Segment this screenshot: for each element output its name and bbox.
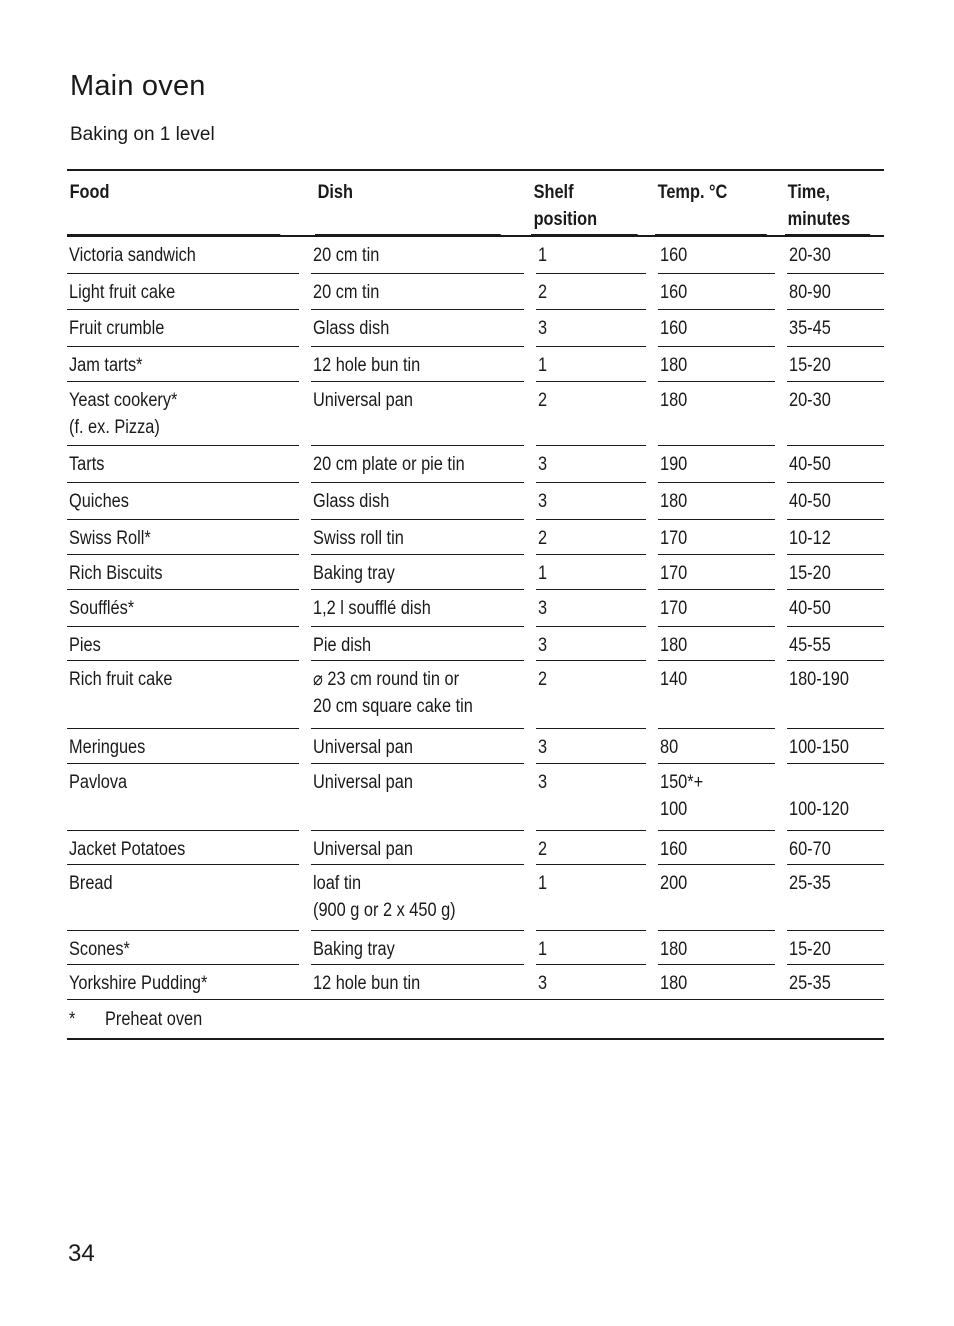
cell-time bbox=[787, 729, 884, 764]
cell-temp bbox=[658, 446, 774, 483]
cell-text: 160 bbox=[660, 282, 688, 303]
cell-dish bbox=[311, 347, 524, 382]
table-row bbox=[67, 590, 884, 627]
cell-dish bbox=[311, 520, 524, 555]
cell-food bbox=[67, 729, 299, 764]
cell-text: 1 bbox=[538, 355, 548, 376]
table-row bbox=[67, 627, 884, 661]
cell-text: 180 bbox=[660, 939, 688, 960]
cell-text: Rich fruit cake bbox=[69, 669, 173, 690]
table-row bbox=[67, 347, 884, 382]
cell-text: Quiches bbox=[69, 491, 129, 512]
cell-temp bbox=[658, 483, 774, 520]
cell-food bbox=[67, 661, 299, 729]
cell-dish bbox=[311, 764, 524, 831]
cell-text: 180-190 bbox=[788, 669, 849, 690]
cell-text: 2 bbox=[538, 669, 548, 690]
cell-text: 35-45 bbox=[788, 318, 831, 339]
baking-table bbox=[67, 169, 884, 1040]
cell-text: Glass dish bbox=[313, 318, 390, 339]
cell-text: 15-20 bbox=[788, 563, 831, 584]
cell-food bbox=[67, 764, 299, 831]
cell-time bbox=[787, 931, 884, 965]
cell-temp bbox=[658, 931, 774, 965]
cell-text: Jacket Potatoes bbox=[69, 839, 186, 860]
cell-time bbox=[787, 274, 884, 310]
cell-text: 20-30 bbox=[788, 245, 831, 266]
cell-shelf bbox=[536, 483, 646, 520]
cell-dish bbox=[311, 931, 524, 965]
cell-temp bbox=[658, 237, 774, 274]
cell-text: 45-55 bbox=[788, 635, 831, 656]
cell-text: 170 bbox=[660, 528, 688, 549]
cell-text: 15-20 bbox=[788, 939, 831, 960]
table-header bbox=[67, 171, 884, 237]
cell-text: 2 bbox=[538, 390, 548, 411]
cell-temp bbox=[658, 831, 774, 865]
cell-shelf bbox=[536, 627, 646, 661]
table-row bbox=[67, 555, 884, 590]
cell-shelf bbox=[536, 310, 646, 347]
table-row bbox=[67, 237, 884, 274]
page-title: Main oven bbox=[70, 70, 206, 102]
cell-text: 200 bbox=[660, 873, 688, 894]
footnote-mark: * bbox=[69, 1009, 76, 1030]
cell-shelf bbox=[536, 831, 646, 865]
cell-text: 170 bbox=[660, 563, 688, 584]
table-row bbox=[67, 865, 884, 931]
cell-text: Tarts bbox=[69, 454, 105, 475]
table-row bbox=[67, 965, 884, 1000]
cell-dish bbox=[311, 729, 524, 764]
header-shelf-position: Shelf position bbox=[531, 171, 638, 235]
cell-time bbox=[787, 661, 884, 729]
cell-shelf bbox=[536, 382, 646, 446]
cell-time bbox=[787, 237, 884, 274]
cell-text: Pies bbox=[69, 635, 101, 656]
cell-food bbox=[67, 931, 299, 965]
cell-text: 60-70 bbox=[788, 839, 831, 860]
cell-shelf bbox=[536, 590, 646, 627]
cell-text: 15-20 bbox=[788, 355, 831, 376]
cell-text: 25-35 bbox=[788, 873, 831, 894]
table-footnote bbox=[67, 1000, 884, 1040]
cell-text: Yeast cookery* (f. ex. Pizza) bbox=[69, 390, 178, 438]
cell-temp bbox=[658, 382, 774, 446]
cell-temp bbox=[658, 520, 774, 555]
cell-text: Light fruit cake bbox=[69, 282, 176, 303]
cell-text: 12 hole bun tin bbox=[313, 355, 421, 376]
cell-temp bbox=[658, 729, 774, 764]
cell-text: Bread bbox=[69, 873, 113, 894]
cell-dish bbox=[311, 831, 524, 865]
cell-shelf bbox=[536, 764, 646, 831]
cell-dish bbox=[311, 965, 524, 999]
cell-text: 1 bbox=[538, 245, 548, 266]
cell-text: 150*+ 100 bbox=[660, 772, 704, 820]
footnote-text: Preheat oven bbox=[105, 1009, 203, 1030]
cell-text: 180 bbox=[660, 390, 688, 411]
header-time: Time, minutes bbox=[785, 171, 870, 235]
cell-shelf bbox=[536, 555, 646, 590]
cell-food bbox=[67, 274, 299, 310]
cell-food bbox=[67, 865, 299, 931]
table-row bbox=[67, 729, 884, 764]
cell-text: 3 bbox=[538, 491, 548, 512]
cell-text: 3 bbox=[538, 635, 548, 656]
table-row bbox=[67, 520, 884, 555]
cell-time bbox=[787, 590, 884, 627]
cell-text: Soufflés* bbox=[69, 598, 135, 619]
cell-text: 3 bbox=[538, 598, 548, 619]
cell-time bbox=[787, 965, 884, 999]
cell-temp bbox=[658, 310, 774, 347]
table-row bbox=[67, 661, 884, 729]
cell-text: Universal pan bbox=[313, 390, 414, 411]
cell-dish bbox=[311, 310, 524, 347]
cell-text: 20 cm plate or pie tin bbox=[313, 454, 466, 475]
cell-temp bbox=[658, 347, 774, 382]
cell-text: 25-35 bbox=[788, 973, 831, 994]
cell-temp bbox=[658, 865, 774, 931]
cell-text: Meringues bbox=[69, 737, 146, 758]
table-body bbox=[67, 237, 884, 1000]
cell-temp bbox=[658, 661, 774, 729]
cell-dish bbox=[311, 555, 524, 590]
cell-shelf bbox=[536, 729, 646, 764]
cell-text: 100-150 bbox=[788, 737, 849, 758]
cell-food bbox=[67, 520, 299, 555]
cell-text: 80 bbox=[660, 737, 679, 758]
cell-food bbox=[67, 831, 299, 865]
header-temp: Temp. °C bbox=[655, 171, 767, 235]
cell-text: 1,2 l soufflé dish bbox=[313, 598, 432, 619]
cell-text: 10-12 bbox=[788, 528, 831, 549]
cell-time bbox=[787, 483, 884, 520]
cell-dish bbox=[311, 382, 524, 446]
cell-text: Victoria sandwich bbox=[69, 245, 196, 266]
cell-time bbox=[787, 520, 884, 555]
cell-temp bbox=[658, 555, 774, 590]
section-subtitle: Baking on 1 level bbox=[70, 124, 215, 145]
cell-dish bbox=[311, 237, 524, 274]
cell-text: 3 bbox=[538, 737, 548, 758]
cell-text: Jam tarts* bbox=[69, 355, 143, 376]
cell-temp bbox=[658, 274, 774, 310]
cell-text: 2 bbox=[538, 282, 548, 303]
cell-text: 40-50 bbox=[788, 491, 831, 512]
cell-text: 2 bbox=[538, 528, 548, 549]
cell-dish bbox=[311, 590, 524, 627]
cell-time bbox=[787, 865, 884, 931]
cell-time bbox=[787, 627, 884, 661]
cell-food bbox=[67, 347, 299, 382]
cell-food bbox=[67, 965, 299, 999]
cell-text: 3 bbox=[538, 454, 548, 475]
table-row bbox=[67, 483, 884, 520]
table-row bbox=[67, 831, 884, 865]
cell-text: loaf tin (900 g or 2 x 450 g) bbox=[313, 873, 456, 921]
table-row bbox=[67, 764, 884, 831]
cell-text: 160 bbox=[660, 839, 688, 860]
cell-text: 160 bbox=[660, 318, 688, 339]
cell-text: Rich Biscuits bbox=[69, 563, 163, 584]
cell-text: 40-50 bbox=[788, 454, 831, 475]
cell-food bbox=[67, 627, 299, 661]
cell-text: 20 cm tin bbox=[313, 282, 380, 303]
cell-text: 3 bbox=[538, 772, 548, 793]
cell-text: 20-30 bbox=[788, 390, 831, 411]
table-row bbox=[67, 310, 884, 347]
cell-text: Pavlova bbox=[69, 772, 128, 793]
cell-text: 190 bbox=[660, 454, 688, 475]
cell-text: Swiss roll tin bbox=[313, 528, 405, 549]
header-dish: Dish bbox=[315, 171, 501, 235]
cell-text: Universal pan bbox=[313, 839, 414, 860]
cell-text: 12 hole bun tin bbox=[313, 973, 421, 994]
cell-text: 100-120 bbox=[788, 799, 849, 820]
cell-time bbox=[787, 831, 884, 865]
cell-text: Glass dish bbox=[313, 491, 390, 512]
cell-text: 3 bbox=[538, 973, 548, 994]
cell-food bbox=[67, 555, 299, 590]
cell-text: 180 bbox=[660, 491, 688, 512]
table-row bbox=[67, 931, 884, 965]
cell-dish bbox=[311, 274, 524, 310]
cell-text: 20 cm tin bbox=[313, 245, 380, 266]
cell-food bbox=[67, 382, 299, 446]
cell-food bbox=[67, 590, 299, 627]
cell-shelf bbox=[536, 237, 646, 274]
cell-temp bbox=[658, 590, 774, 627]
cell-text: Pie dish bbox=[313, 635, 372, 656]
cell-time bbox=[787, 382, 884, 446]
cell-shelf bbox=[536, 931, 646, 965]
cell-dish bbox=[311, 627, 524, 661]
cell-food bbox=[67, 483, 299, 520]
cell-text: 3 bbox=[538, 318, 548, 339]
cell-text: Yorkshire Pudding* bbox=[69, 973, 208, 994]
cell-food bbox=[67, 310, 299, 347]
cell-dish bbox=[311, 446, 524, 483]
cell-shelf bbox=[536, 661, 646, 729]
cell-shelf bbox=[536, 865, 646, 931]
cell-text: Baking tray bbox=[313, 563, 396, 584]
cell-text: 1 bbox=[538, 563, 548, 584]
table-row bbox=[67, 446, 884, 483]
cell-text: 180 bbox=[660, 355, 688, 376]
cell-food bbox=[67, 446, 299, 483]
cell-time bbox=[787, 310, 884, 347]
cell-shelf bbox=[536, 965, 646, 999]
cell-text: Universal pan bbox=[313, 737, 414, 758]
cell-dish bbox=[311, 865, 524, 931]
cell-time bbox=[787, 446, 884, 483]
cell-time bbox=[787, 555, 884, 590]
cell-shelf bbox=[536, 347, 646, 382]
cell-text: Swiss Roll* bbox=[69, 528, 151, 549]
cell-text: 40-50 bbox=[788, 598, 831, 619]
cell-food bbox=[67, 237, 299, 274]
table-row bbox=[67, 274, 884, 310]
cell-dish bbox=[311, 483, 524, 520]
cell-text: 170 bbox=[660, 598, 688, 619]
cell-temp bbox=[658, 627, 774, 661]
cell-shelf bbox=[536, 446, 646, 483]
cell-text: 180 bbox=[660, 635, 688, 656]
table-row bbox=[67, 382, 884, 446]
cell-time bbox=[787, 764, 884, 831]
cell-time bbox=[787, 347, 884, 382]
cell-text: ⌀ 23 cm round tin or 20 cm square cake tin bbox=[313, 669, 474, 717]
cell-text: 80-90 bbox=[788, 282, 831, 303]
cell-temp bbox=[658, 965, 774, 999]
cell-text: Scones* bbox=[69, 939, 130, 960]
header-food: Food bbox=[67, 171, 280, 235]
cell-text: 180 bbox=[660, 973, 688, 994]
cell-temp bbox=[658, 764, 774, 831]
cell-text: Fruit crumble bbox=[69, 318, 165, 339]
cell-text: 140 bbox=[660, 669, 688, 690]
cell-shelf bbox=[536, 274, 646, 310]
cell-text: 1 bbox=[538, 939, 548, 960]
cell-text: 160 bbox=[660, 245, 688, 266]
cell-shelf bbox=[536, 520, 646, 555]
cell-dish bbox=[311, 661, 524, 729]
cell-text: 2 bbox=[538, 839, 548, 860]
cell-text: Universal pan bbox=[313, 772, 414, 793]
cell-text: 1 bbox=[538, 873, 548, 894]
cell-text: Baking tray bbox=[313, 939, 396, 960]
page-number: 34 bbox=[68, 1240, 95, 1267]
